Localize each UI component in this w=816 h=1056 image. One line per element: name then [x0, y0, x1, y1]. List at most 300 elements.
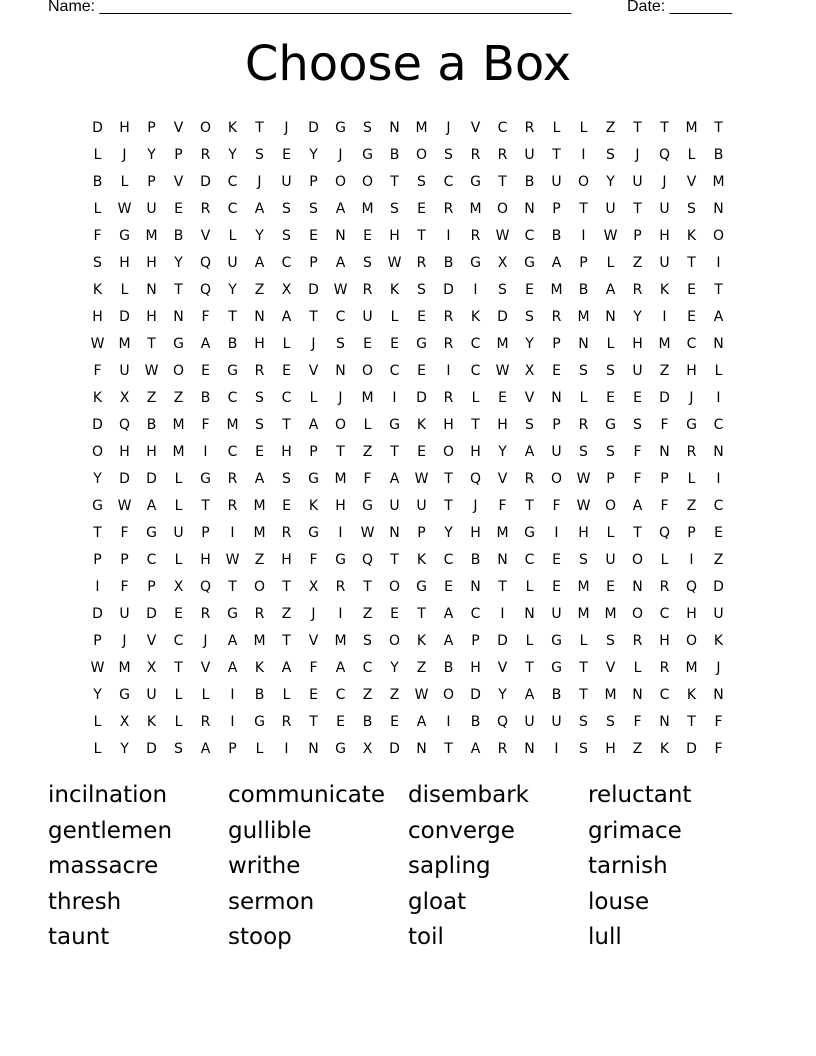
grid-letter: R — [281, 524, 292, 541]
grid-letter: L — [309, 389, 318, 406]
grid-letter: P — [552, 416, 561, 433]
grid-letter: J — [446, 119, 451, 136]
grid-letter: S — [255, 416, 264, 433]
grid-letter: P — [147, 119, 156, 136]
grid-letter: T — [633, 119, 642, 136]
grid-letter: S — [255, 146, 264, 163]
grid-letter: K — [416, 551, 427, 568]
grid-letter: T — [417, 227, 426, 244]
grid-letter: L — [201, 686, 210, 703]
grid-letter: Z — [632, 254, 643, 271]
grid-letter: C — [713, 497, 724, 514]
grid-letter: H — [686, 362, 697, 379]
grid-letter: X — [362, 740, 373, 757]
grid-letter: M — [253, 524, 266, 541]
grid-letter: U — [659, 200, 670, 217]
grid-letter: N — [335, 227, 346, 244]
grid-letter: F — [309, 659, 318, 676]
grid-letter: T — [444, 740, 453, 757]
grid-letter: G — [470, 173, 481, 190]
grid-letter: B — [551, 227, 562, 244]
grid-letter: J — [338, 146, 343, 163]
grid-letter: H — [470, 443, 481, 460]
grid-letter: M — [253, 497, 266, 514]
grid-letter: T — [174, 281, 183, 298]
grid-letter: W — [576, 470, 591, 487]
grid-letter: M — [496, 335, 509, 352]
grid-letter: R — [551, 308, 562, 325]
grid-letter: A — [281, 659, 292, 676]
grid-letter: F — [660, 497, 669, 514]
grid-letter: R — [524, 119, 535, 136]
grid-letter: U — [605, 200, 616, 217]
grid-letter: S — [336, 335, 345, 352]
grid-letter: B — [389, 146, 400, 163]
grid-letter: L — [174, 551, 183, 568]
grid-letter: G — [308, 524, 319, 541]
grid-letter: T — [687, 713, 696, 730]
grid-letter: C — [713, 416, 724, 433]
grid-letter: L — [714, 362, 723, 379]
grid-letter: C — [362, 659, 373, 676]
grid-letter: P — [606, 470, 615, 487]
grid-letter: G — [335, 740, 346, 757]
grid-letter: H — [200, 551, 211, 568]
grid-letter: O — [496, 200, 509, 217]
grid-letter: M — [361, 389, 374, 406]
grid-letter: M — [577, 605, 590, 622]
grid-letter: Z — [686, 497, 697, 514]
grid-letter: L — [390, 308, 399, 325]
grid-letter: K — [686, 227, 697, 244]
word-list-item: thresh — [48, 888, 122, 915]
grid-letter: U — [362, 308, 373, 325]
grid-letter: O — [631, 605, 644, 622]
grid-letter: T — [201, 497, 210, 514]
grid-letter: B — [470, 713, 481, 730]
grid-letter: C — [227, 389, 238, 406]
grid-letter: R — [524, 470, 535, 487]
grid-letter: D — [443, 281, 454, 298]
grid-letter: P — [174, 146, 183, 163]
grid-letter: W — [333, 281, 348, 298]
word-list-item: toil — [408, 924, 444, 950]
grid-letter: H — [605, 740, 616, 757]
grid-letter: Y — [147, 146, 156, 163]
grid-letter: F — [498, 497, 507, 514]
grid-letter: L — [174, 470, 183, 487]
grid-letter: U — [524, 146, 535, 163]
grid-letter: B — [92, 173, 103, 190]
grid-letter: T — [714, 119, 723, 136]
grid-letter: S — [633, 416, 642, 433]
grid-letter: T — [282, 416, 291, 433]
grid-letter: P — [309, 443, 318, 460]
grid-letter: O — [334, 173, 347, 190]
grid-letter: T — [174, 659, 183, 676]
grid-letter: N — [605, 308, 616, 325]
grid-letter: M — [604, 686, 617, 703]
grid-letter: E — [309, 227, 318, 244]
grid-letter: L — [282, 686, 291, 703]
grid-letter: G — [686, 416, 697, 433]
grid-letter: T — [660, 119, 669, 136]
grid-letter: F — [714, 713, 723, 730]
grid-letter: V — [497, 659, 508, 676]
grid-letter: C — [443, 551, 454, 568]
grid-letter: E — [390, 713, 399, 730]
grid-letter: J — [716, 659, 721, 676]
grid-letter: S — [579, 551, 588, 568]
grid-letter: B — [146, 416, 157, 433]
grid-letter: R — [659, 659, 670, 676]
grid-letter: F — [201, 416, 210, 433]
grid-letter: Z — [146, 389, 157, 406]
grid-letter: S — [363, 254, 372, 271]
grid-letter: V — [200, 659, 211, 676]
grid-letter: D — [92, 416, 103, 433]
grid-letter: G — [173, 335, 184, 352]
grid-letter: V — [173, 119, 184, 136]
grid-letter: Z — [389, 686, 400, 703]
grid-letter: I — [446, 227, 451, 244]
grid-letter: I — [446, 713, 451, 730]
grid-letter: N — [335, 362, 346, 379]
grid-letter: H — [119, 119, 130, 136]
grid-letter: M — [334, 632, 347, 649]
grid-letter: M — [253, 632, 266, 649]
grid-letter: M — [172, 416, 185, 433]
grid-letter: A — [146, 497, 157, 514]
grid-letter: O — [550, 470, 563, 487]
grid-letter: O — [172, 362, 185, 379]
grid-letter: G — [362, 497, 373, 514]
grid-letter: D — [308, 119, 319, 136]
grid-letter: P — [147, 173, 156, 190]
grid-letter: N — [146, 281, 157, 298]
grid-letter: A — [551, 254, 562, 271]
grid-letter: D — [119, 308, 130, 325]
grid-letter: Z — [362, 605, 373, 622]
grid-letter: D — [497, 308, 508, 325]
grid-letter: Y — [93, 470, 102, 487]
grid-letter: R — [443, 200, 454, 217]
grid-letter: T — [714, 281, 723, 298]
grid-letter: L — [552, 119, 561, 136]
grid-letter: Q — [199, 281, 212, 298]
grid-letter: Z — [362, 686, 373, 703]
grid-letter: S — [282, 227, 291, 244]
grid-letter: I — [338, 524, 343, 541]
grid-letter: T — [255, 119, 264, 136]
grid-letter: B — [713, 146, 724, 163]
grid-letter: D — [119, 470, 130, 487]
grid-letter: L — [93, 713, 102, 730]
grid-letter: R — [497, 146, 508, 163]
grid-letter: R — [497, 740, 508, 757]
grid-letter: X — [281, 281, 292, 298]
grid-letter: C — [497, 119, 508, 136]
grid-letter: B — [524, 173, 535, 190]
grid-letter: E — [282, 497, 291, 514]
grid-letter: M — [685, 119, 698, 136]
grid-letter: N — [254, 308, 265, 325]
grid-letter: Z — [632, 740, 643, 757]
grid-letter: U — [389, 497, 400, 514]
grid-letter: C — [686, 335, 697, 352]
grid-letter: E — [390, 605, 399, 622]
grid-letter: R — [335, 578, 346, 595]
grid-letter: E — [390, 335, 399, 352]
grid-letter: I — [230, 524, 235, 541]
grid-letter: C — [335, 686, 346, 703]
grid-letter: G — [227, 605, 238, 622]
grid-letter: R — [200, 605, 211, 622]
grid-letter: L — [579, 389, 588, 406]
grid-letter: J — [635, 146, 640, 163]
grid-letter: V — [308, 362, 319, 379]
grid-letter: L — [579, 119, 588, 136]
grid-letter: C — [443, 173, 454, 190]
grid-letter: L — [93, 146, 102, 163]
grid-letter: T — [498, 578, 507, 595]
grid-letter: S — [417, 281, 426, 298]
grid-letter: Q — [658, 524, 671, 541]
grid-letter: C — [470, 335, 481, 352]
grid-letter: A — [632, 497, 643, 514]
grid-letter: S — [687, 200, 696, 217]
grid-letter: N — [524, 200, 535, 217]
grid-letter: I — [716, 254, 721, 271]
grid-letter: U — [146, 200, 157, 217]
grid-letter: T — [633, 200, 642, 217]
grid-letter: L — [471, 389, 480, 406]
grid-letter: P — [417, 524, 426, 541]
grid-letter: W — [414, 686, 429, 703]
grid-letter: B — [551, 686, 562, 703]
grid-letter: S — [525, 416, 534, 433]
grid-letter: E — [552, 578, 561, 595]
grid-letter: J — [311, 335, 316, 352]
grid-letter: D — [200, 173, 211, 190]
grid-letter: R — [443, 389, 454, 406]
grid-letter: A — [281, 308, 292, 325]
grid-letter: T — [93, 524, 102, 541]
grid-letter: Y — [255, 227, 264, 244]
grid-letter: C — [524, 227, 535, 244]
grid-letter: M — [577, 308, 590, 325]
grid-letter: J — [473, 497, 478, 514]
grid-letter: Y — [174, 254, 183, 271]
word-list-item: gullible — [228, 817, 312, 844]
grid-letter: B — [227, 335, 238, 352]
grid-letter: S — [390, 200, 399, 217]
grid-letter: R — [443, 308, 454, 325]
grid-letter: W — [90, 335, 105, 352]
grid-letter: L — [255, 740, 264, 757]
grid-letter: E — [417, 443, 426, 460]
grid-letter: R — [200, 146, 211, 163]
grid-letter: K — [713, 632, 724, 649]
grid-letter: N — [659, 713, 670, 730]
grid-letter: T — [390, 443, 399, 460]
grid-letter: F — [93, 362, 102, 379]
grid-letter: A — [254, 200, 265, 217]
grid-letter: O — [253, 578, 266, 595]
grid-letter: Z — [281, 605, 292, 622]
grid-letter: R — [254, 605, 265, 622]
grid-letter: T — [579, 200, 588, 217]
grid-letter: C — [227, 173, 238, 190]
grid-letter: D — [92, 119, 103, 136]
grid-letter: S — [579, 443, 588, 460]
grid-letter: S — [255, 389, 264, 406]
grid-letter: D — [389, 740, 400, 757]
grid-letter: A — [470, 740, 481, 757]
grid-letter: D — [470, 686, 481, 703]
grid-letter: W — [387, 254, 402, 271]
grid-letter: L — [120, 281, 129, 298]
grid-letter: H — [686, 605, 697, 622]
grid-letter: C — [335, 308, 346, 325]
grid-letter: W — [144, 362, 159, 379]
grid-letter: S — [309, 200, 318, 217]
grid-letter: P — [309, 173, 318, 190]
grid-letter: U — [119, 362, 130, 379]
grid-letter: T — [309, 308, 318, 325]
grid-letter: D — [416, 389, 427, 406]
grid-letter: B — [443, 659, 454, 676]
grid-letter: S — [579, 740, 588, 757]
grid-letter: N — [416, 740, 427, 757]
grid-letter: Y — [228, 146, 237, 163]
grid-letter: J — [122, 146, 127, 163]
grid-letter: I — [689, 551, 694, 568]
grid-letter: Y — [525, 335, 534, 352]
grid-letter: S — [93, 254, 102, 271]
grid-letter: Y — [390, 659, 399, 676]
grid-letter: J — [284, 119, 289, 136]
grid-letter: Q — [685, 578, 698, 595]
grid-letter: A — [605, 281, 616, 298]
grid-letter: P — [579, 254, 588, 271]
grid-letter: Z — [416, 659, 427, 676]
grid-letter: G — [308, 470, 319, 487]
grid-letter: U — [551, 605, 562, 622]
grid-letter: Z — [173, 389, 184, 406]
grid-letter: N — [632, 686, 643, 703]
grid-letter: B — [362, 713, 373, 730]
grid-letter: U — [146, 686, 157, 703]
grid-letter: W — [360, 524, 375, 541]
grid-letter: Y — [120, 740, 129, 757]
grid-letter: V — [686, 173, 697, 190]
grid-letter: R — [200, 713, 211, 730]
grid-letter: E — [606, 578, 615, 595]
grid-letter: R — [227, 497, 238, 514]
word-list-item: incilnation — [48, 782, 168, 808]
grid-letter: S — [525, 308, 534, 325]
grid-letter: V — [605, 659, 616, 676]
grid-letter: A — [713, 308, 724, 325]
grid-letter: G — [227, 362, 238, 379]
grid-letter: W — [576, 497, 591, 514]
grid-letter: H — [659, 227, 670, 244]
grid-letter: O — [415, 146, 428, 163]
grid-letter: S — [606, 632, 615, 649]
grid-letter: L — [174, 713, 183, 730]
grid-letter: C — [227, 443, 238, 460]
grid-letter: F — [633, 713, 642, 730]
grid-letter: Y — [498, 686, 507, 703]
grid-letter: X — [524, 362, 535, 379]
grid-letter: Y — [309, 146, 318, 163]
grid-letter: A — [524, 443, 535, 460]
grid-letter: I — [581, 227, 586, 244]
grid-letter: C — [470, 362, 481, 379]
grid-letter: L — [282, 335, 291, 352]
grid-letter: H — [146, 443, 157, 460]
grid-letter: W — [603, 227, 618, 244]
grid-letter: Z — [362, 443, 373, 460]
grid-letter: O — [604, 497, 617, 514]
grid-letter: E — [363, 227, 372, 244]
grid-letter: T — [444, 497, 453, 514]
grid-letter: Q — [118, 416, 131, 433]
grid-letter: I — [716, 389, 721, 406]
grid-letter: A — [335, 659, 346, 676]
grid-letter: F — [201, 308, 210, 325]
grid-letter: R — [578, 416, 589, 433]
grid-letter: D — [686, 740, 697, 757]
grid-letter: T — [417, 605, 426, 622]
grid-letter: L — [174, 497, 183, 514]
grid-letter: E — [282, 146, 291, 163]
grid-letter: T — [228, 578, 237, 595]
grid-letter: P — [147, 578, 156, 595]
grid-letter: A — [443, 632, 454, 649]
grid-letter: R — [362, 281, 373, 298]
grid-letter: L — [633, 659, 642, 676]
grid-letter: C — [659, 605, 670, 622]
grid-letter: I — [500, 605, 505, 622]
grid-letter: E — [363, 335, 372, 352]
grid-letter: G — [362, 146, 373, 163]
grid-letter: I — [662, 308, 667, 325]
grid-letter: G — [389, 416, 400, 433]
grid-letter: A — [200, 740, 211, 757]
grid-letter: B — [578, 281, 589, 298]
grid-letter: D — [713, 578, 724, 595]
grid-letter: T — [363, 578, 372, 595]
grid-letter: E — [633, 389, 642, 406]
grid-letter: C — [659, 686, 670, 703]
grid-letter: M — [604, 605, 617, 622]
grid-letter: G — [254, 713, 265, 730]
grid-letter: E — [444, 578, 453, 595]
grid-letter: N — [524, 740, 535, 757]
grid-letter: P — [471, 632, 480, 649]
grid-letter: V — [308, 632, 319, 649]
grid-letter: R — [659, 578, 670, 595]
grid-letter: K — [659, 740, 670, 757]
grid-letter: I — [554, 524, 559, 541]
grid-letter: O — [685, 632, 698, 649]
grid-letter: Q — [361, 551, 374, 568]
grid-letter: E — [201, 362, 210, 379]
grid-letter: D — [146, 470, 157, 487]
grid-letter: B — [200, 389, 211, 406]
